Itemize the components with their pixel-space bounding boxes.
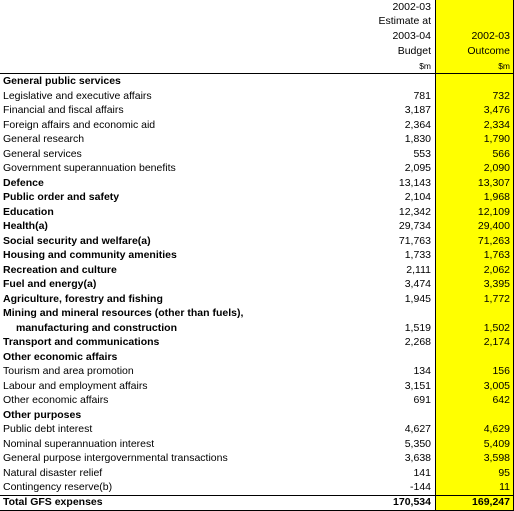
estimate-value: 1,830: [404, 133, 431, 145]
estimate-header-line-1: 2002-03: [392, 1, 431, 13]
outcome-value: 3,395: [483, 278, 510, 290]
outcome-value: 12,109: [477, 205, 510, 218]
row-label: Defence: [3, 176, 44, 189]
table-row: [0, 437, 514, 452]
table-row: [0, 451, 514, 466]
outcome-value: 566: [492, 147, 510, 160]
row-label: Public debt interest: [3, 423, 93, 435]
row-label: Financial and fiscal affairs: [3, 104, 124, 116]
row-label: General purpose intergovernmental transactions: [3, 452, 228, 464]
row-label: Government superannuation benefits: [3, 162, 176, 174]
row-label: manufacturing and construction: [16, 321, 178, 334]
estimate-value: 2,268: [404, 336, 431, 348]
estimate-value: -144: [409, 481, 431, 493]
outcome-value: 4,629: [483, 423, 510, 435]
row-label: Legislative and executive affairs: [3, 89, 152, 102]
outcome-value: 3,005: [483, 379, 510, 392]
outcome-value: 71,263: [477, 234, 510, 247]
table-row: [0, 234, 514, 249]
section-heading-row: [0, 306, 514, 321]
total-row: [0, 495, 514, 510]
row-label: Other purposes: [3, 408, 82, 421]
outcome-header-line-2: Outcome: [467, 45, 510, 57]
outcome-value: 732: [492, 89, 510, 102]
outcome-value: 13,307: [477, 176, 510, 189]
estimate-value: 4,627: [404, 423, 431, 435]
row-label: Foreign affairs and economic aid: [3, 118, 156, 131]
table-row: [0, 263, 514, 278]
row-label: General research: [3, 133, 85, 145]
table-row: [0, 176, 514, 191]
estimate-header-unit: $m: [419, 61, 431, 71]
section-heading-row: [0, 74, 514, 89]
row-label: Transport and communications: [3, 336, 160, 348]
estimate-value: 553: [413, 147, 431, 160]
estimate-value: 1,945: [404, 292, 431, 305]
table-row: [0, 277, 514, 292]
row-label: Total GFS expenses: [3, 495, 103, 508]
table-row: [0, 89, 514, 104]
estimate-value: 71,763: [398, 234, 431, 247]
outcome-value: 5,409: [483, 437, 510, 450]
row-label: Social security and welfare(a): [3, 234, 151, 247]
outcome-value: 1,772: [483, 292, 510, 305]
table-row: [0, 190, 514, 205]
estimate-header-line-2: Estimate at: [378, 15, 431, 27]
row-label: Education: [3, 205, 54, 218]
row-label: Housing and community amenities: [3, 249, 177, 261]
estimate-header-line-3: 2003-04: [392, 30, 431, 42]
estimate-value: 134: [413, 365, 431, 377]
outcome-value: 2,334: [483, 118, 510, 131]
outcome-value: 1,763: [483, 249, 510, 261]
table-row: [0, 466, 514, 481]
row-label: Labour and employment affairs: [3, 379, 148, 392]
outcome-header-line-1: 2002-03: [471, 30, 510, 42]
table-row: [0, 118, 514, 133]
table-row: [0, 321, 514, 336]
section-heading-row: [0, 350, 514, 365]
estimate-value: 2,364: [404, 118, 431, 131]
table-row: [0, 292, 514, 307]
outcome-value: 11: [499, 481, 510, 493]
table-row: [0, 393, 514, 408]
estimate-value: 29,734: [398, 220, 431, 232]
row-label: General services: [3, 147, 82, 160]
estimate-value: 5,350: [404, 437, 431, 450]
row-label: Other economic affairs: [3, 394, 109, 406]
row-label: Mining and mineral resources (other than fuels),: [3, 307, 244, 319]
table-row: [0, 422, 514, 437]
outcome-value: 3,598: [483, 452, 510, 464]
estimate-value: 2,095: [404, 162, 431, 174]
table-row: [0, 147, 514, 162]
outcome-value: 1,968: [483, 191, 510, 203]
total-rule: [0, 495, 514, 496]
table-row: [0, 248, 514, 263]
estimate-header-line-4: Budget: [397, 45, 431, 57]
row-label: Other economic affairs: [3, 350, 118, 363]
row-label: Tourism and area promotion: [3, 365, 134, 377]
table-row: [0, 103, 514, 118]
outcome-value: 1,790: [483, 133, 510, 145]
row-label: General public services: [3, 75, 121, 87]
estimate-value: 170,534: [393, 495, 431, 508]
outcome-value: 2,062: [483, 263, 510, 276]
estimate-value: 3,187: [404, 104, 431, 116]
outcome-value: 2,090: [483, 162, 510, 174]
table-row: [0, 205, 514, 220]
table-row: [0, 219, 514, 234]
outcome-value: 1,502: [483, 321, 510, 334]
table-row: [0, 132, 514, 147]
outcome-value: 642: [492, 394, 510, 406]
estimate-value: 13,143: [398, 176, 431, 189]
row-label: Fuel and energy(a): [3, 278, 97, 290]
outcome-value: 3,476: [483, 104, 510, 116]
estimate-value: 691: [413, 394, 431, 406]
row-label: Agriculture, forestry and fishing: [3, 292, 163, 305]
estimate-value: 12,342: [398, 205, 431, 218]
estimate-value: 3,638: [404, 452, 431, 464]
estimate-value: 3,474: [404, 278, 431, 290]
estimate-value: 2,104: [404, 191, 431, 203]
estimate-value: 1,733: [404, 249, 431, 261]
section-heading-row: [0, 408, 514, 423]
outcome-value: 95: [498, 466, 510, 479]
outcome-value: 2,174: [483, 336, 510, 348]
outcome-value: 29,400: [477, 220, 510, 232]
estimate-value: 3,151: [404, 379, 431, 392]
table-row: [0, 364, 514, 379]
row-label: Contingency reserve(b): [3, 481, 113, 493]
estimate-value: 141: [413, 466, 431, 479]
estimate-value: 2,111: [406, 263, 431, 276]
row-label: Public order and safety: [3, 191, 120, 203]
table-row: [0, 335, 514, 350]
row-label: Recreation and culture: [3, 263, 117, 276]
table-row: [0, 161, 514, 176]
row-label: Nominal superannuation interest: [3, 437, 155, 450]
estimate-value: 1,519: [404, 321, 431, 334]
row-label: Natural disaster relief: [3, 466, 103, 479]
table-row: [0, 480, 514, 495]
table-row: [0, 379, 514, 394]
outcome-value: 169,247: [472, 495, 510, 508]
outcome-value: 156: [492, 365, 510, 377]
outcome-header-unit: $m: [498, 61, 510, 71]
row-label: Health(a): [3, 220, 48, 232]
estimate-value: 781: [413, 89, 431, 102]
